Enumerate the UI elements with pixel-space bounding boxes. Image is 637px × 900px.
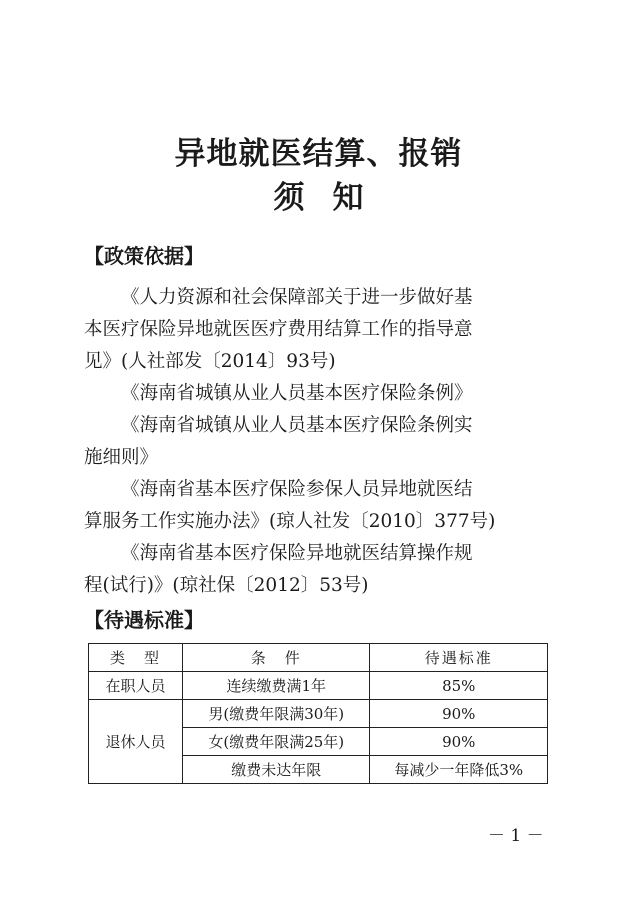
policy-basis-heading: 【政策依据】 (84, 244, 204, 268)
cell-standard: 每减少一年降低3% (370, 756, 548, 784)
policy-item-5-line-1: 《海南省基本医疗保险异地就医结算操作规 (121, 543, 473, 564)
header-condition: 条 件 (183, 644, 370, 672)
table-header-row (89, 644, 548, 672)
cell-standard: 85% (370, 672, 548, 700)
cell-condition: 女(缴费年限满25年) (183, 728, 370, 756)
table-row (89, 672, 548, 700)
header-standard: 待遇标准 (370, 644, 548, 672)
cell-condition: 连续缴费满1年 (183, 672, 370, 700)
policy-item-1-line-3: 见》(人社部发〔2014〕93号) (84, 351, 336, 372)
policy-item-2 (84, 378, 554, 410)
cell-standard: 90% (370, 700, 548, 728)
benefits-heading: 【待遇标准】 (84, 608, 204, 632)
policy-item-3-line-1: 《海南省城镇从业人员基本医疗保险条例实 (121, 415, 473, 436)
cell-standard: 90% (370, 728, 548, 756)
policy-item-4-line-1: 《海南省基本医疗保险参保人员异地就医结 (121, 479, 473, 500)
cell-condition: 男(缴费年限满30年) (183, 700, 370, 728)
policy-item-1-line-1: 《人力资源和社会保障部关于进一步做好基 (121, 287, 473, 308)
policy-item-1-line-2: 本医疗保险异地就医医疗费用结算工作的指导意 (84, 319, 473, 340)
document-subtitle: 须知 (273, 180, 392, 216)
policy-item-4 (84, 474, 554, 538)
policy-item-2-line-1: 《海南省城镇从业人员基本医疗保险条例》 (121, 383, 473, 404)
policy-item-4-line-2: 算服务工作实施办法》(琼人社发〔2010〕377号) (84, 511, 496, 532)
policy-item-3 (84, 410, 554, 474)
policy-item-5-line-2: 程(试行)》(琼社保〔2012〕53号) (84, 575, 369, 596)
header-type: 类 型 (89, 644, 183, 672)
cell-type-employed: 在职人员 (89, 672, 183, 700)
table-row (89, 700, 548, 728)
page-number: － 1 － (488, 826, 544, 846)
cell-condition: 缴费未达年限 (183, 756, 370, 784)
document-title: 异地就医结算、报销 (174, 136, 463, 172)
policy-item-3-line-2: 施细则》 (84, 447, 159, 468)
policy-item-5 (84, 538, 554, 602)
policy-item-1 (84, 282, 554, 378)
cell-type-retired: 退休人员 (89, 700, 183, 784)
benefits-table (88, 643, 548, 784)
